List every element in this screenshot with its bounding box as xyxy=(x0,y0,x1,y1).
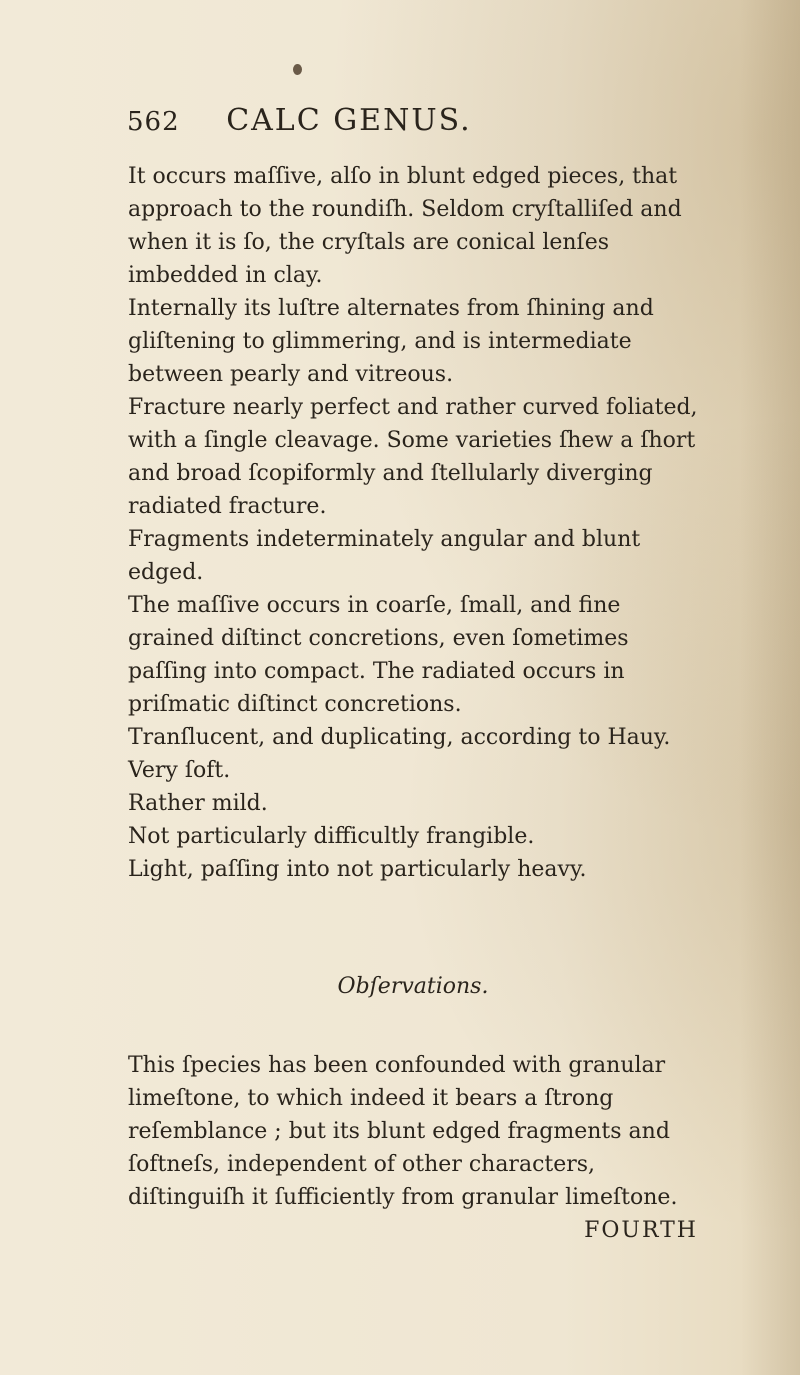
section-gap xyxy=(128,886,698,970)
running-header xyxy=(127,104,472,139)
page-number: 562 xyxy=(127,107,180,137)
paragraph-concretions: The maſſive occurs in coarſe, ſmall, and fine grained diſtinct concretions, even ſometimes paſſing into compact. The radiated occurs in priſmatic diſtinct concretions. xyxy=(128,593,629,717)
paragraph-translucency: Tranſlucent, and duplicating, according to Hauy. xyxy=(128,725,671,750)
running-title: CALC GENUS. xyxy=(226,103,472,138)
paragraph-frangibility: Not particularly difficultly frangible. xyxy=(128,824,535,849)
paragraph-hardness: Very ſoft. xyxy=(128,758,231,783)
observations-heading: Obſervations. xyxy=(337,974,489,999)
paragraph-tenacity: Rather mild. xyxy=(128,791,268,816)
page-body xyxy=(128,160,698,1247)
catchword: FOURTH xyxy=(584,1218,698,1243)
paragraph-lustre: Internally its luſtre alternates from ſhining and gliſtening to glimmering, and is intermediate between pearly and vitreous. xyxy=(128,296,654,387)
page-edge-shadow xyxy=(740,0,800,1375)
ink-spot xyxy=(293,64,302,75)
section-gap xyxy=(128,1003,698,1049)
paragraph-fracture: Fracture nearly perfect and rather curved foliated, with a ſingle cleavage. Some varieties ſhew a ſhort and broad ſcopiformly and ſtellularly diverging radiated fracture. xyxy=(128,395,698,519)
paragraph-occurrence: It occurs maſſive, alſo in blunt edged pieces, that approach to the roundiſh. Seldom cryſtalliſed and when it is ſo, the cryſtals are conical lenſes imbedded in clay. xyxy=(128,164,682,288)
observations-text: This ſpecies has been confounded with granular limeſtone, to which indeed it bears a ſtrong reſemblance ; but its blunt edged fragments and ſoftneſs, independent of other characters, diſtinguiſh it ſufficiently from granular limeſtone. xyxy=(128,1053,678,1210)
paragraph-fragments: Fragments indeterminately angular and blunt edged. xyxy=(128,527,641,585)
paragraph-weight: Light, paſſing into not particularly heavy. xyxy=(128,857,587,882)
